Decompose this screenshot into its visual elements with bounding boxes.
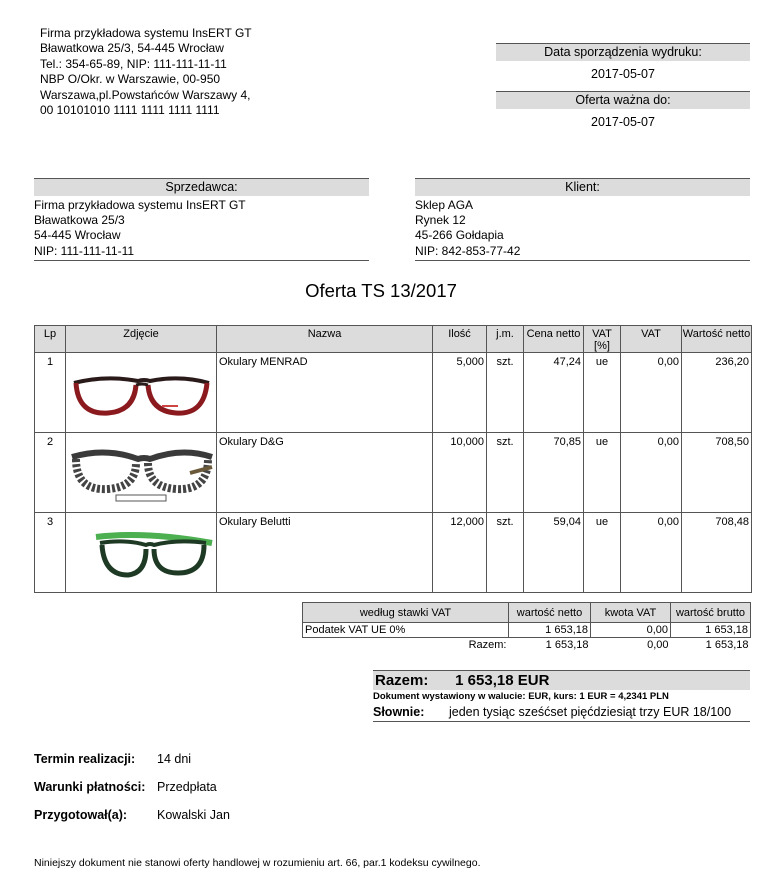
client-line: Sklep AGA bbox=[415, 198, 474, 212]
col-header-lp: Lp bbox=[35, 326, 66, 353]
vat-sum-gross: 1 653,18 bbox=[705, 639, 749, 652]
issuer-line: NBP O/Okr. w Warszawie, 00-950 bbox=[40, 72, 221, 87]
issuer-line: Firma przykładowa systemu InsERT GT bbox=[40, 26, 252, 40]
col-header-vat-rate: VAT [%] bbox=[584, 326, 621, 353]
product-photo bbox=[66, 353, 217, 433]
row-name: Okulary Belutti bbox=[217, 513, 433, 593]
seller-title: Sprzedawca: bbox=[34, 178, 369, 196]
glasses-red-image bbox=[66, 353, 216, 429]
row-price: 47,24 bbox=[524, 353, 584, 433]
table-row bbox=[35, 353, 752, 433]
footer-disclaimer: Niniejszy dokument nie stanowi oferty handlowej w rozumieniu art. 66, par.1 kodeksu cywilnego. bbox=[34, 857, 481, 869]
client-line: Rynek 12 bbox=[415, 213, 466, 228]
print-date-value: 2017-05-07 bbox=[591, 67, 655, 81]
payment-terms-value: Przedpłata bbox=[157, 780, 217, 794]
col-header-price: Cena netto bbox=[524, 326, 584, 353]
vat-header-net: wartość netto bbox=[509, 603, 591, 623]
seller-line: Firma przykładowa systemu InsERT GT bbox=[34, 198, 246, 212]
row-price: 70,85 bbox=[524, 433, 584, 513]
row-qty: 12,000 bbox=[433, 513, 487, 593]
delivery-term bbox=[34, 752, 191, 766]
glasses-green-image bbox=[66, 513, 216, 589]
delivery-term-value: 14 dni bbox=[157, 752, 192, 766]
valid-until-label: Oferta ważna do: bbox=[496, 91, 750, 109]
vat-header-gross: wartość brutto bbox=[671, 603, 751, 623]
vat-rate-name: Podatek VAT UE 0% bbox=[303, 623, 509, 638]
words-label: Słownie: bbox=[373, 705, 425, 719]
vat-sum-net: 1 653,18 bbox=[545, 639, 589, 652]
table-row bbox=[35, 513, 752, 593]
vat-header-row bbox=[303, 603, 751, 623]
vat-header-rate: według stawki VAT bbox=[303, 603, 509, 623]
col-header-vat: VAT bbox=[621, 326, 682, 353]
client-line: 45-266 Gołdapia bbox=[415, 228, 504, 243]
row-lp: 2 bbox=[35, 433, 66, 513]
vat-sum-label: Razem: bbox=[468, 639, 507, 652]
issuer-line: Bławatkowa 25/3, 54-445 Wrocław bbox=[40, 41, 224, 56]
row-qty: 5,000 bbox=[433, 353, 487, 433]
row-unit: szt. bbox=[487, 513, 524, 593]
vat-sum-row bbox=[303, 638, 751, 653]
row-lp: 1 bbox=[35, 353, 66, 433]
delivery-term-label: Termin realizacji: bbox=[34, 752, 136, 766]
product-photo bbox=[66, 433, 217, 513]
issuer-line: Warszawa,pl.Powstańców Warszawy 4, bbox=[40, 87, 251, 102]
issuer-address bbox=[40, 26, 300, 118]
words-value: jeden tysiąc sześćset pięćdziesiąt trzy EUR 18/100 bbox=[449, 705, 732, 719]
table-header-row bbox=[35, 326, 752, 353]
vat-header-amount: kwota VAT bbox=[591, 603, 671, 623]
row-vat-rate: ue bbox=[584, 433, 621, 513]
document-title: Oferta TS 13/2017 bbox=[305, 280, 457, 301]
vat-net: 1 653,18 bbox=[509, 623, 591, 638]
product-photo bbox=[66, 513, 217, 593]
row-vat-rate: ue bbox=[584, 513, 621, 593]
col-header-photo: Zdjęcie bbox=[66, 326, 217, 353]
col-header-net-value: Wartość netto bbox=[682, 326, 752, 353]
vat-row bbox=[303, 623, 751, 638]
prepared-by bbox=[34, 808, 230, 822]
col-header-unit: j.m. bbox=[487, 326, 524, 353]
row-vat: 0,00 bbox=[621, 513, 682, 593]
client-title: Klient: bbox=[415, 178, 750, 196]
row-unit: szt. bbox=[487, 433, 524, 513]
row-vat-rate: ue bbox=[584, 353, 621, 433]
prepared-by-label: Przygotował(a): bbox=[34, 808, 128, 822]
seller-line: Bławatkowa 25/3 bbox=[34, 213, 125, 228]
row-vat: 0,00 bbox=[621, 353, 682, 433]
vat-amount: 0,00 bbox=[591, 623, 671, 638]
seller-line: 54-445 Wrocław bbox=[34, 228, 121, 243]
row-vat: 0,00 bbox=[621, 433, 682, 513]
vat-summary-table bbox=[302, 602, 751, 653]
total-amount: 1 653,18 EUR bbox=[455, 672, 550, 689]
valid-until-value: 2017-05-07 bbox=[591, 115, 655, 129]
issuer-line: Tel.: 354-65-89, NIP: 111-111-11-11 bbox=[40, 56, 227, 71]
totals-block bbox=[373, 670, 750, 722]
col-header-name: Nazwa bbox=[217, 326, 433, 353]
issuer-line: 00 10101010 1111 1111 1111 1111 bbox=[40, 103, 220, 118]
seller-line: NIP: 111-111-11-11 bbox=[34, 243, 135, 258]
row-unit: szt. bbox=[487, 353, 524, 433]
row-net: 708,48 bbox=[682, 513, 752, 593]
row-net: 708,50 bbox=[682, 433, 752, 513]
client-line: NIP: 842-853-77-42 bbox=[415, 243, 521, 258]
items-table bbox=[34, 325, 752, 593]
prepared-by-value: Kowalski Jan bbox=[157, 808, 230, 822]
payment-terms bbox=[34, 780, 217, 794]
seller-block bbox=[34, 178, 369, 261]
print-date-label: Data sporządzenia wydruku: bbox=[496, 43, 750, 61]
currency-note: Dokument wystawiony w walucie: EUR, kurs: 1 EUR = 4,2341 PLN bbox=[373, 691, 669, 702]
row-name: Okulary MENRAD bbox=[217, 353, 433, 433]
row-net: 236,20 bbox=[682, 353, 752, 433]
col-header-qty: Ilość bbox=[433, 326, 487, 353]
total-label: Razem: bbox=[375, 672, 429, 689]
table-row bbox=[35, 433, 752, 513]
row-name: Okulary D&G bbox=[217, 433, 433, 513]
payment-terms-label: Warunki płatności: bbox=[34, 780, 146, 794]
row-qty: 10,000 bbox=[433, 433, 487, 513]
print-date-box bbox=[496, 43, 750, 83]
vat-gross: 1 653,18 bbox=[671, 623, 751, 638]
client-block bbox=[415, 178, 750, 261]
glasses-floral-image bbox=[66, 433, 216, 509]
valid-until-box bbox=[496, 91, 750, 131]
row-price: 59,04 bbox=[524, 513, 584, 593]
row-lp: 3 bbox=[35, 513, 66, 593]
vat-sum-amount: 0,00 bbox=[647, 639, 669, 652]
